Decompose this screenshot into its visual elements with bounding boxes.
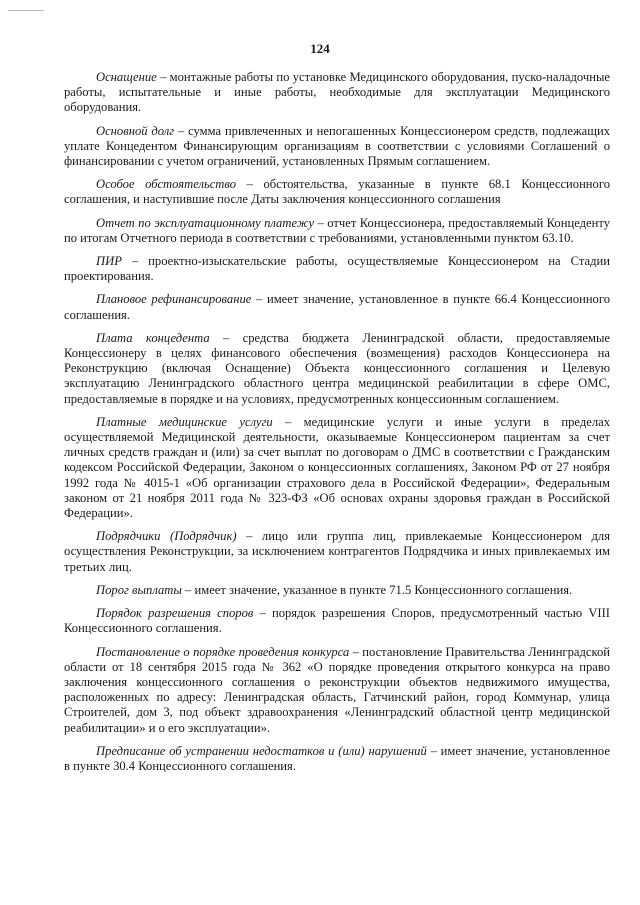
- definition-paragraph: [64, 645, 610, 736]
- page-number: 124: [310, 41, 330, 56]
- definition-term: Плата концедента: [96, 330, 210, 345]
- definition-text: – имеет значение, установленное в пункте 30.4 Концессионного соглашения.: [64, 743, 610, 773]
- definition-paragraph: [64, 606, 610, 636]
- definition-paragraph: [64, 415, 610, 521]
- definition-paragraph: [64, 124, 610, 170]
- definition-text: – средства бюджета Ленинградской области, предоставляемые Концессионеру в целях финансового обеспечения (возмещения) расходов Концессионера на Реконструкцию (включая Оснащение) Объекта концессионного соглашения и Целевую эксплуатацию Ленинградского областного центра медицинской реабилитации в сфере ОМС, предоставляемые в порядке и на условиях, предусмотренных концессионным соглашением.: [64, 330, 610, 406]
- definition-term: Платные медицинские услуги: [96, 414, 273, 429]
- definition-text: – имеет значение, указанное в пункте 71.5 Концессионного соглашения.: [181, 582, 573, 597]
- definition-term: Особое обстоятельство: [96, 177, 236, 192]
- definition-term: Постановление о порядке проведения конкурса: [96, 644, 350, 659]
- definition-paragraph: [64, 331, 610, 407]
- definition-paragraph: [64, 292, 610, 322]
- definition-paragraph: [64, 70, 610, 116]
- definition-paragraph: [64, 583, 610, 598]
- scan-corner-mark: [8, 10, 44, 11]
- definition-term: Оснащение: [96, 70, 157, 84]
- definition-paragraph: [64, 744, 610, 774]
- definition-term: Основной долг: [96, 123, 175, 138]
- definition-term: ПИР: [96, 254, 122, 269]
- definition-paragraph: [64, 529, 610, 575]
- definition-text: – сумма привлеченных и непогашенных Концессионером средств, подлежащих уплате Концедентом Финансирующим организациям в соответствии с условиями Соглашений о финансировании с учетом ограничений, установленных Прямым соглашением.: [64, 123, 610, 169]
- definition-paragraph: [64, 177, 610, 207]
- definition-text: – проектно-изыскательские работы, осуществляемые Концессионером на Стадии проектирования.: [64, 254, 610, 284]
- definition-term: Отчет по эксплуатационному платежу: [96, 215, 315, 230]
- definition-paragraph: [64, 254, 610, 284]
- definition-paragraph: [64, 216, 610, 246]
- definition-text: – обстоятельства, указанные в пункте 68.1 Концессионного соглашения, и наступившие после Даты заключения концессионного соглашения: [64, 177, 610, 207]
- definition-text: – отчет Концессионера, предоставляемый Концеденту по итогам Отчетного периода в соответствии с требованиями, установленными пунктом 63.10.: [64, 215, 610, 245]
- definition-text: – имеет значение, установленное в пункте 66.4 Концессионного соглашения.: [64, 292, 611, 322]
- definition-text: – порядок разрешения Споров, предусмотренный частью VIII Концессионного соглашения.: [64, 606, 611, 636]
- definition-text: – лицо или группа лиц, привлекаемые Концессионером для осуществления Реконструкции, за исключением контрагентов Подрядчика и иных привлекаемых им третьих лиц.: [64, 529, 610, 574]
- definition-text: – постановление Правительства Ленинградской области от 18 сентября 2015 года № 362 «О порядке проведения открытого конкурса на право заключения концессионного соглашения о реконструкции объектов недвижимого имущества, расположенных по адресу: Ленинградская область, Гатчинский район, город Коммунар, улица Строителей, дом 3, под объект здравоохранения «Ленинградский областной центр медицинской реабилитации» и о его эксплуатации».: [64, 644, 610, 735]
- definition-term: Плановое рефинансирование: [96, 292, 252, 307]
- definition-term: Подрядчики (Подрядчик): [96, 529, 237, 544]
- definition-text: – монтажные работы по установке Медицинского оборудования, пуско-наладочные работы, испытательные и иные работы, необходимые для эксплуатации Медицинского оборудования.: [64, 70, 610, 115]
- definition-term: Порог выплаты: [96, 582, 182, 597]
- definition-term: Предписание об устранении недостатков и (или) нарушений: [96, 743, 427, 758]
- definition-text: – медицинские услуги и иные услуги в пределах осуществляемой Медицинской деятельности, оказываемые Концессионером пациентам за счет личных средств граждан и (или) за счет выплат по договорам о ДМС в соответствии с Гражданским кодексом Российской Федерации, Законом о концессионных соглашениях, Законом РФ от 27 ноября 1992 года № 4015-1 «Об организации страхового дела в Российской Федерации», Федеральным законом от 21 ноября 2011 года № 323-ФЗ «Об основах охраны здоровья граждан в Российской Федерации».: [64, 414, 610, 521]
- definition-term: Порядок разрешения споров: [96, 606, 254, 621]
- definitions-list: [64, 70, 610, 782]
